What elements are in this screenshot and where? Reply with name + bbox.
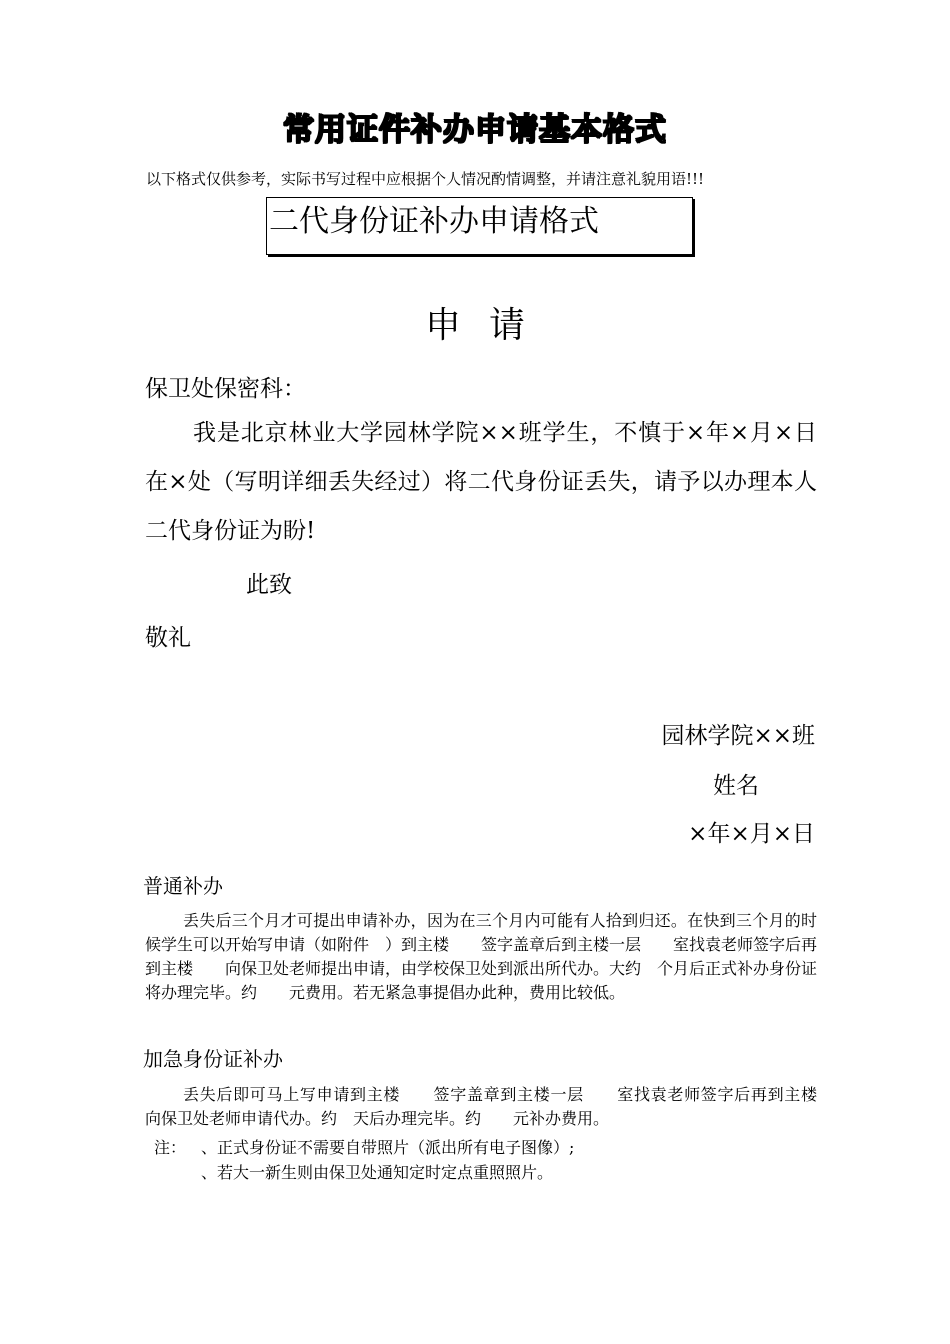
section-heading-normal: 普通补办 — [143, 874, 223, 898]
note-item-2: 、若大一新生则由保卫处通知定时定点重照照片。 — [201, 1163, 554, 1182]
signature-date: ×年×月×日 — [688, 821, 815, 847]
note-label: 注： — [154, 1138, 187, 1157]
section-text-urgent: 丢失后即可马上写申请到主楼 签字盖章到主楼一层 室找袁老师签字后再到主楼 向保卫处老师申请代办。约 天后办理完毕。约 元补办费用。 — [145, 1085, 850, 1128]
boxed-heading — [266, 197, 693, 255]
signature-name: 姓名 — [713, 773, 759, 799]
section-heading-urgent: 加急身份证补办 — [143, 1047, 283, 1071]
application-body: 我是北京林业大学园林学院××班学生，不慎于×年×月×日在×处（写明详细丢失经过）将二代身份证丢失，请予以办理本人二代身份证为盼! — [145, 420, 817, 544]
signature-department: 园林学院××班 — [661, 723, 815, 749]
closing-line-2: 敬礼 — [145, 625, 191, 651]
document-main-title: 常用证件补办申请基本格式 — [283, 112, 667, 148]
note-item-1: 、正式身份证不需要自带照片（派出所有电子图像）; — [201, 1138, 575, 1157]
section-text-normal: 丢失后三个月才可提出申请补办，因为在三个月内可能有人拾到归还。在快到三个月的时候学生可以开始写申请（如附件 ）到主楼 签字盖章后到主楼一层 室找袁老师签字后再到主楼 向保卫处老师提出申请，由学校保卫处到派出所代办。大约 个月后正式补办身份证将办理完毕。约 元费用。若无紧急事提倡办此种，费用比较低。 — [145, 911, 818, 1002]
application-title: 申请 — [424, 305, 553, 346]
boxed-heading-text: 二代身份证补办申请格式 — [269, 204, 599, 239]
notice-text: 以下格式仅供参考，实际书写过程中应根据个人情况酌情调整，并请注意礼貌用语!!! — [146, 170, 705, 188]
salutation: 保卫处保密科： — [145, 376, 306, 402]
closing-line-1: 此致 — [246, 572, 292, 598]
